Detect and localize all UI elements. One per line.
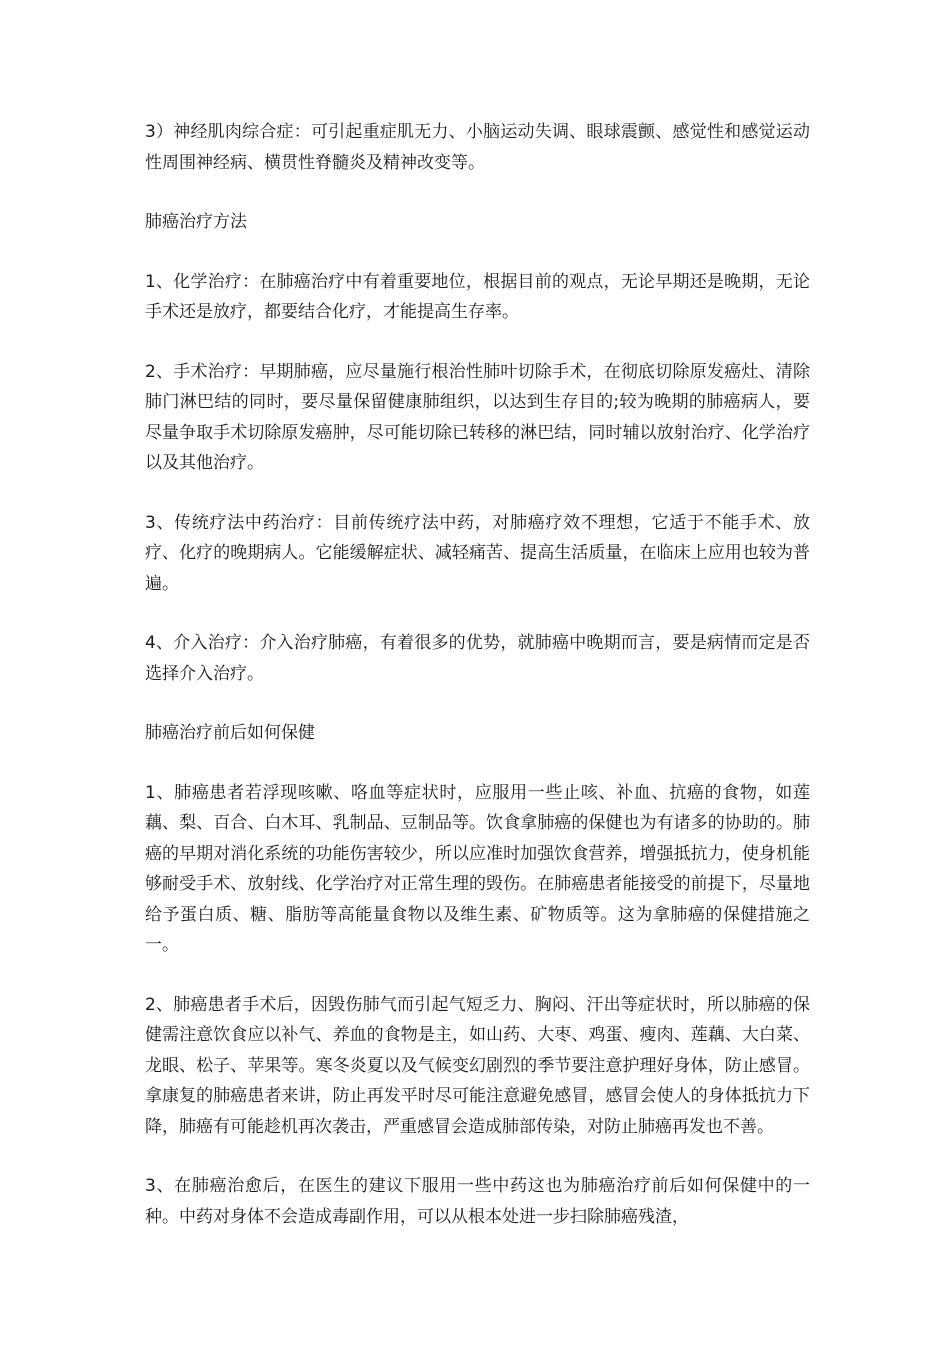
- document-body: [145, 117, 810, 1261]
- paragraph-care-diet-symptoms: 1、肺癌患者若浮现咳嗽、咯血等症状时，应服用一些止咳、补血、抗癌的食物，如莲藕、梨、百合、白木耳、乳制品、豆制品等。饮食拿肺癌的保健也为有诸多的协助的。肺癌的早期对消化系统的功能伤害较少，所以应准时加强饮食营养，增强抵抗力，使身机能够耐受手术、放射线、化学治疗对正常生理的毁伤。在肺癌患者能接受的前提下，尽量地给予蛋白质、糖、脂肪等高能量食物以及维生素、矿物质等。这为拿肺癌的保健措施之一。: [145, 782, 810, 955]
- paragraph-care-after-cure: 3、在肺癌治愈后，在医生的建议下服用一些中药这也为肺癌治疗前后如何保健中的一种。中药对身体不会造成毒副作用，可以从根本处进一步扫除肺癌残渣，: [145, 1176, 810, 1227]
- paragraph-interventional-therapy: 4、介入治疗：介入治疗肺癌，有着很多的优势，就肺癌中晚期而言，要是病情而定是否选择介入治疗。: [145, 633, 810, 684]
- section-heading-health-care: 肺癌治疗前后如何保健: [145, 723, 315, 743]
- paragraph-chemotherapy: 1、化学治疗：在肺癌治疗中有着重要地位，根据目前的观点，无论早期还是晚期，无论手术还是放疗，都要结合化疗，才能提高生存率。: [145, 271, 810, 322]
- paragraph-neuromuscular-syndrome: 3）神经肌肉综合症：可引起重症肌无力、小脑运动失调、眼球震颤、感觉性和感觉运动性周围神经病、横贯性脊髓炎及精神改变等。: [145, 122, 810, 173]
- paragraph-surgery: 2、手术治疗：早期肺癌，应尽量施行根治性肺叶切除手术，在彻底切除原发癌灶、清除肺门淋巴结的同时，要尽量保留健康肺组织，以达到生存目的;较为晚期的肺癌病人，要尽量争取手术切除原发癌肿，尽可能切除已转移的淋巴结，同时辅以放射治疗、化学治疗以及其他治疗。: [145, 361, 810, 473]
- paragraph-care-post-surgery: 2、肺癌患者手术后，因毁伤肺气而引起气短乏力、胸闷、汗出等症状时，所以肺癌的保健需注意饮食应以补气、养血的食物是主，如山药、大枣、鸡蛋、瘦肉、莲藕、大白菜、龙眼、松子、苹果等。寒冬炎夏以及气候变幻剧烈的季节要注意护理好身体，防止感冒。拿康复的肺癌患者来讲，防止再发平时尽可能注意避免感冒，感冒会使人的身体抵抗力下降，肺癌有可能趁机再次袭击，严重感冒会造成肺部传染，对防止肺癌再发也不善。: [145, 994, 810, 1137]
- section-heading-treatment-methods: 肺癌治疗方法: [145, 212, 247, 232]
- paragraph-traditional-medicine: 3、传统疗法中药治疗：目前传统疗法中药，对肺癌疗效不理想，它适于不能手术、放疗、化疗的晚期病人。它能缓解症状、减轻痛苦、提高生活质量，在临床上应用也较为普遍。: [145, 512, 810, 594]
